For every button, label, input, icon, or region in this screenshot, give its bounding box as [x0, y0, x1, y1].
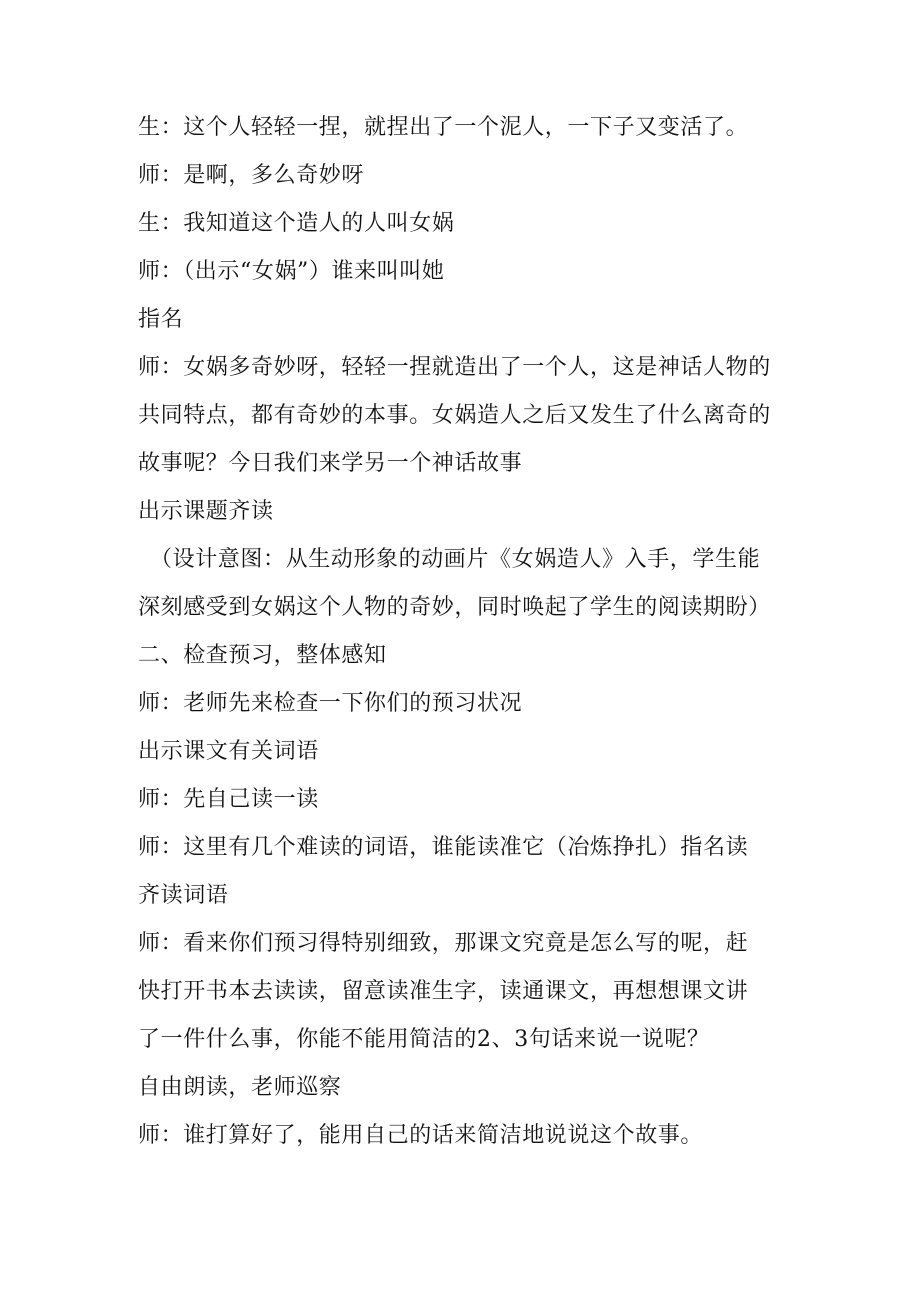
- text-line: 师：老师先来检查一下你们的预习状况: [138, 691, 523, 716]
- text-line: 出示课文有关词语: [138, 739, 319, 764]
- text-line: 生：我知道这个造人的人叫女娲: [138, 211, 455, 236]
- document-body: [138, 104, 808, 1160]
- text-line: 师：女娲多奇妙呀，轻轻一捏就造出了一个人，这是神话人物的: [138, 355, 771, 380]
- text-line: 自由朗读，老师巡察: [138, 1075, 342, 1100]
- text-line: 师：先自己读一读: [138, 787, 319, 812]
- text-line: 生：这个人轻轻一捏，就捏出了一个泥人，一下子又变活了。: [138, 115, 749, 140]
- text-line: 出示课题齐读: [138, 499, 274, 524]
- design-note-line: （设计意图：从生动形象的动画片《女娲造人》入手，学生能: [150, 547, 761, 572]
- text-line: 师：是啊，多么奇妙呀: [138, 163, 365, 188]
- text-line: 师：谁打算好了，能用自己的话来简洁地说说这个故事。: [138, 1123, 704, 1148]
- section-heading: 二、检查预习，整体感知: [138, 643, 387, 668]
- text-line: 师：这里有几个难读的词语，谁能读准它（冶炼挣扎）指名读: [138, 835, 749, 860]
- text-line: 指名: [138, 307, 184, 332]
- text-line: 共同特点，都有奇妙的本事。女娲造人之后又发生了什么离奇的: [138, 403, 771, 428]
- text-line: 了一件什么事，你能不能用简洁的2、3句话来说一说呢？: [138, 1027, 710, 1052]
- text-line: 师：（出示“女娲”）谁来叫叫她: [138, 259, 445, 284]
- text-line: 快打开书本去读读，留意读准生字，读通课文，再想想课文讲: [138, 979, 749, 1004]
- design-note-line: 深刻感受到女娲这个人物的奇妙，同时唤起了学生的阅读期盼）: [138, 595, 771, 620]
- text-line: 故事呢？今日我们来学另一个神话故事: [138, 451, 523, 476]
- text-line: 齐读词语: [138, 883, 229, 908]
- text-line: 师：看来你们预习得特别细致，那课文究竟是怎么写的呢，赶: [138, 931, 749, 956]
